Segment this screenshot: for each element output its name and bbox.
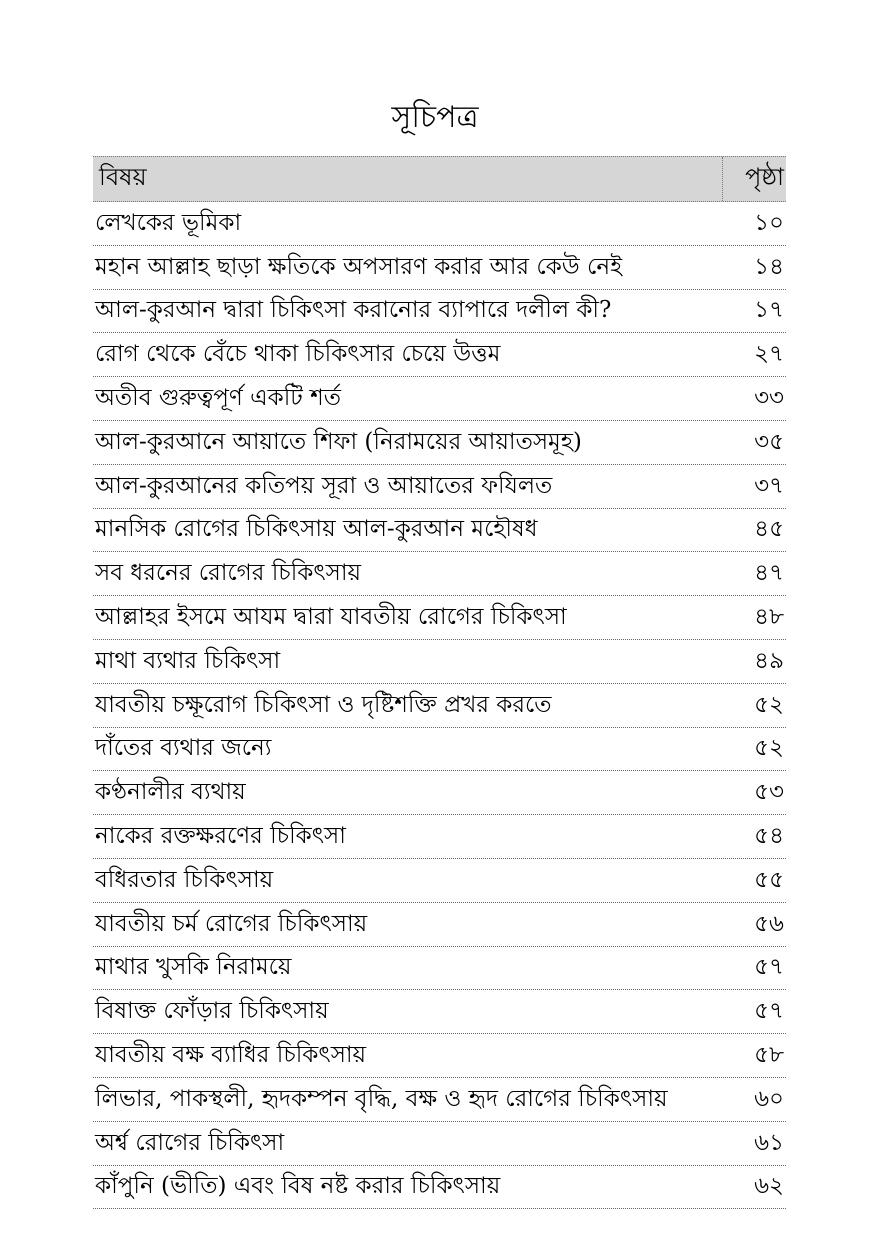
toc-entry[interactable] — [93, 421, 786, 465]
entry-page-number: ৫৫ — [754, 866, 784, 893]
toc-entry[interactable] — [93, 377, 786, 421]
entry-title: যাবতীয় বক্ষ ব্যাধির চিকিৎসায় — [95, 1042, 367, 1069]
toc-rows — [93, 202, 786, 1209]
entry-page-number: ৫৬ — [754, 910, 784, 937]
entry-title: কণ্ঠনালীর ব্যথায় — [95, 779, 246, 806]
entry-title: অর্শ্ব রোগের চিকিৎসা — [95, 1129, 285, 1156]
entry-title: সব ধরনের রোগের চিকিৎসায় — [95, 560, 362, 587]
entry-title: মাথার খুসকি নিরাময়ে — [95, 954, 292, 981]
entry-page-number: ৩৩ — [754, 385, 784, 412]
toc-entry[interactable] — [93, 552, 786, 596]
entry-page-number: ৫২ — [754, 735, 784, 762]
toc-entry[interactable] — [93, 684, 786, 728]
entry-title: বধিরতার চিকিৎসায় — [95, 866, 274, 893]
entry-page-number: ১৭ — [754, 297, 784, 324]
entry-title: আল্লাহর ইসমে আযম দ্বারা যাবতীয় রোগের চিকিৎসা — [95, 604, 567, 631]
page-title: সূচিপত্র — [391, 100, 479, 135]
header-subject: বিষয় — [99, 163, 147, 191]
entry-title: মহান আল্লাহ ছাড়া ক্ষতিকে অপসারণ করার আর কেউ নেই — [95, 253, 623, 280]
toc-entry[interactable] — [93, 1034, 786, 1078]
entry-page-number: ৬২ — [754, 1173, 784, 1200]
toc-entry[interactable] — [93, 990, 786, 1034]
entry-title: লেখকের ভূমিকা — [95, 209, 242, 236]
toc-entry[interactable] — [93, 465, 786, 509]
entry-page-number: ৫৩ — [754, 779, 784, 806]
entry-page-number: ৫৭ — [754, 998, 784, 1025]
entry-page-number: ৫৭ — [754, 954, 784, 981]
toc-entry[interactable] — [93, 290, 786, 334]
toc-entry[interactable] — [93, 815, 786, 859]
entry-page-number: ৫২ — [754, 691, 784, 718]
toc-entry[interactable] — [93, 771, 786, 815]
entry-title: নাকের রক্তক্ষরণের চিকিৎসা — [95, 823, 346, 850]
entry-title: আল-কুরআন দ্বারা চিকিৎসা করানোর ব্যাপারে দলীল কী? — [95, 297, 612, 324]
entry-title: রোগ থেকে বেঁচে থাকা চিকিৎসার চেয়ে উত্তম — [95, 341, 501, 368]
entry-page-number: ৪৮ — [754, 604, 784, 631]
entry-title: আল-কুরআনে আয়াতে শিফা (নিরাময়ের আয়াতসমূহ) — [95, 428, 582, 455]
toc-entry[interactable] — [93, 246, 786, 290]
toc-entry[interactable] — [93, 728, 786, 772]
entry-title: বিষাক্ত ফোঁড়ার চিকিৎসায় — [95, 998, 329, 1025]
entry-page-number: ৪৫ — [754, 516, 784, 543]
entry-page-number: ৩৫ — [754, 428, 784, 455]
toc-entry[interactable] — [93, 859, 786, 903]
entry-title: যাবতীয় চক্ষূরোগ চিকিৎসা ও দৃষ্টিশক্তি প্রখর করতে — [95, 691, 552, 718]
toc-header — [93, 156, 786, 202]
entry-title: আল-কুরআনের কতিপয় সূরা ও আয়াতের ফযিলত — [95, 472, 553, 499]
entry-page-number: ৪৭ — [754, 560, 784, 587]
toc-entry[interactable] — [93, 333, 786, 377]
header-page: পৃষ্ঠা — [722, 157, 786, 201]
entry-title: মানসিক রোগের চিকিৎসায় আল-কুরআন মহৌষধ — [95, 516, 538, 543]
toc-entry[interactable] — [93, 509, 786, 553]
entry-page-number: ১৪ — [754, 253, 784, 280]
toc-entry[interactable] — [93, 1078, 786, 1122]
toc-entry[interactable] — [93, 1166, 786, 1210]
entry-page-number: ২৭ — [754, 341, 784, 368]
entry-page-number: ৫৪ — [754, 823, 784, 850]
toc-entry[interactable] — [93, 1122, 786, 1166]
table-of-contents — [93, 156, 786, 1209]
entry-title: মাথা ব্যথার চিকিৎসা — [95, 647, 281, 674]
toc-entry[interactable] — [93, 596, 786, 640]
entry-title: দাঁতের ব্যথার জন্যে — [95, 735, 272, 762]
entry-page-number: ১০ — [754, 209, 784, 236]
entry-page-number: ৪৯ — [754, 647, 784, 674]
toc-entry[interactable] — [93, 947, 786, 991]
entry-title: অতীব গুরুত্বপূর্ণ একটি শর্ত — [95, 385, 341, 412]
entry-page-number: ৬১ — [754, 1129, 784, 1156]
entry-page-number: ৫৮ — [754, 1042, 784, 1069]
entry-page-number: ৩৭ — [754, 472, 784, 499]
toc-entry[interactable] — [93, 640, 786, 684]
entry-title: কাঁপুনি (ভীতি) এবং বিষ নষ্ট করার চিকিৎসায় — [95, 1173, 501, 1200]
toc-entry[interactable] — [93, 903, 786, 947]
entry-title: লিভার, পাকস্থলী, হৃদকম্পন বৃদ্ধি, বক্ষ ও হৃদ রোগের চিকিৎসায় — [95, 1085, 668, 1112]
toc-entry[interactable] — [93, 202, 786, 246]
entry-page-number: ৬০ — [754, 1085, 784, 1112]
entry-title: যাবতীয় চর্ম রোগের চিকিৎসায় — [95, 910, 368, 937]
